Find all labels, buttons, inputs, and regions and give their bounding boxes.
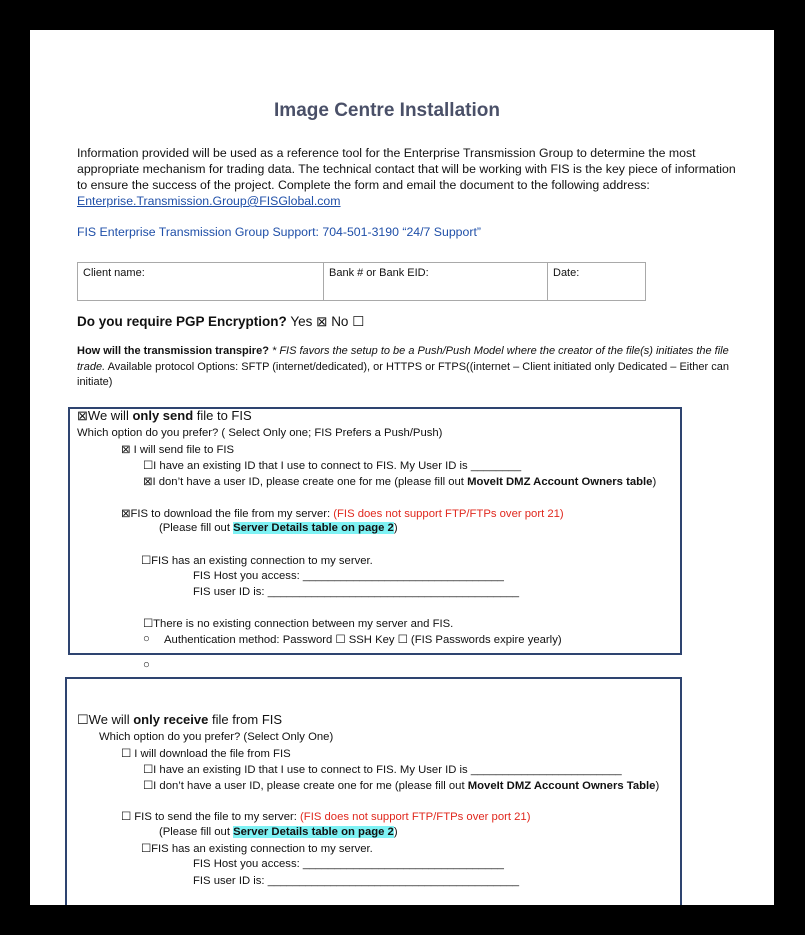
support-line: FIS Enterprise Transmission Group Support: 704-501-3190 “24/7 Support”: [77, 225, 481, 239]
send-prefer: Which option do you prefer? ( Select Only one; FIS Prefers a Push/Push): [77, 427, 443, 439]
receive-option-2: [121, 810, 530, 823]
intro-text: Information provided will be used as a reference tool for the Enterprise Transmission Group to determine the most appropriate mechanism for trading data. The technical contact that will be working with FIS is the key piece of information to ensure the success of the project. Complete the form and email the document to the following address:: [77, 146, 736, 192]
receive-fill-pre: (Please fill out: [159, 826, 234, 838]
pgp-question: [77, 314, 364, 330]
receive-option-1a: [143, 763, 622, 776]
receive-heading-pre: We will: [88, 712, 134, 727]
send-opt2-checkbox[interactable]: ⊠: [121, 508, 131, 520]
receive-opt1b-bold: MoveIt DMZ Account Owners Table: [467, 780, 656, 792]
pgp-yes-label: Yes: [290, 314, 313, 329]
receive-userid-field[interactable]: FIS user ID is: ________________________________________: [193, 875, 520, 887]
receive-fill-note: [159, 826, 398, 838]
receive-heading-bold: only receive: [133, 712, 209, 727]
bank-field[interactable]: [324, 263, 548, 301]
client-info-table: [77, 262, 646, 301]
send-opt1a-checkbox[interactable]: ☐: [143, 460, 154, 472]
send-opt1b-end: ): [652, 476, 657, 488]
send-heading-post: file to FIS: [193, 408, 252, 423]
client-name-field[interactable]: [78, 263, 324, 301]
receive-opt2-checkbox[interactable]: ☐: [121, 811, 132, 823]
receive-option-1: [121, 747, 291, 760]
document-page: [30, 30, 774, 905]
send-opt2b-label: There is no existing connection between my server and FIS.: [153, 618, 454, 630]
receive-opt1b-label: I don’t have a user ID, please create one for me (please fill out: [153, 780, 468, 792]
pgp-no-checkbox[interactable]: ☐: [352, 314, 365, 329]
receive-opt1b-end: ): [655, 780, 660, 792]
send-fill-pre: (Please fill out: [159, 522, 234, 534]
receive-option-2a: [141, 842, 373, 855]
transmission-options: Available protocol Options: SFTP (internet/dedicated), or HTTPS or FTPS((internet – Client initiated only Dedicated – Either can initiate): [77, 360, 729, 388]
receive-heading: [77, 712, 282, 728]
page-title: Image Centre Installation: [274, 100, 500, 121]
intro-paragraph: [77, 145, 737, 209]
bank-label: Bank # or Bank EID:: [329, 267, 429, 279]
send-opt1-label: I will send file to FIS: [130, 444, 235, 456]
date-field[interactable]: [548, 263, 646, 301]
send-option-1: [121, 443, 234, 456]
receive-opt1a-label: I have an existing ID that I use to connect to FIS. My User ID is ________________________: [153, 764, 622, 776]
transmission-question-text: How will the transmission transpire?: [77, 345, 269, 357]
send-auth-method: Authentication method: Password ☐ SSH Key ☐ (FIS Passwords expire yearly): [164, 634, 562, 646]
pgp-no-label: No: [331, 314, 349, 329]
send-userid-field[interactable]: FIS user ID is: ________________________________________: [193, 586, 520, 598]
send-opt1a-label: I have an existing ID that I use to connect to FIS. My User ID is ________: [153, 460, 522, 472]
send-option-2b: [143, 617, 453, 630]
send-server-details-link[interactable]: Server Details table on page 2: [233, 522, 394, 534]
send-fill-note: [159, 522, 398, 534]
send-heading-bold: only send: [132, 408, 194, 423]
receive-prefer: Which option do you prefer? (Select Only One): [99, 731, 334, 743]
send-host-field[interactable]: FIS Host you access: ________________________________: [193, 570, 504, 582]
send-option-2: [121, 507, 564, 520]
pgp-yes-checkbox[interactable]: ⊠: [316, 314, 328, 329]
send-opt1b-checkbox[interactable]: ⊠: [143, 476, 153, 488]
date-label: Date:: [553, 267, 580, 279]
receive-opt2-warning: (FIS does not support FTP/FTPs over port 21): [300, 811, 531, 823]
send-auth-bullet: ○: [143, 633, 150, 645]
receive-fill-post: ): [393, 826, 398, 838]
send-opt2-warning: (FIS does not support FTP/FTPs over port 21): [333, 508, 564, 520]
receive-option-1b: [143, 779, 659, 792]
send-opt1b-bold: MoveIt DMZ Account Owners table: [467, 476, 653, 488]
receive-opt2a-label: FIS has an existing connection to my server.: [151, 843, 373, 855]
receive-checkbox[interactable]: ☐: [77, 712, 89, 727]
send-opt1-checkbox[interactable]: ⊠: [121, 444, 131, 456]
receive-opt1-checkbox[interactable]: ☐: [121, 748, 132, 760]
receive-opt1b-checkbox[interactable]: ☐: [143, 780, 154, 792]
transmission-question: [77, 344, 745, 391]
send-option-2a: [141, 554, 373, 567]
receive-opt1-label: I will download the file from FIS: [131, 748, 291, 760]
receive-opt2-label: FIS to send the file to my server:: [131, 811, 301, 823]
send-checkbox[interactable]: ⊠: [77, 408, 88, 423]
pgp-question-text: Do you require PGP Encryption?: [77, 314, 287, 329]
send-fill-post: ): [393, 522, 398, 534]
send-opt2-label: FIS to download the file from my server:: [130, 508, 334, 520]
receive-host-field[interactable]: FIS Host you access: ________________________________: [193, 858, 504, 870]
client-name-label: Client name:: [83, 267, 145, 279]
send-opt2a-label: FIS has an existing connection to my server.: [151, 555, 373, 567]
receive-heading-post: file from FIS: [208, 712, 283, 727]
stray-bullet: ○: [143, 659, 150, 671]
send-option-1a: [143, 459, 521, 472]
send-option-1b: [143, 475, 656, 488]
transmission-note: * FIS favors the setup to be a Push/Push Model where the creator of the file(s) initiates the file trade.: [77, 345, 729, 373]
send-opt2a-checkbox[interactable]: ☐: [141, 555, 152, 567]
send-heading-pre: We will: [87, 408, 133, 423]
send-opt2b-checkbox[interactable]: ☐: [143, 618, 154, 630]
receive-opt1a-checkbox[interactable]: ☐: [143, 764, 154, 776]
receive-opt2a-checkbox[interactable]: ☐: [141, 843, 152, 855]
send-opt1b-label: I don’t have a user ID, please create one for me (please fill out: [152, 476, 468, 488]
send-heading: [77, 408, 252, 424]
email-link[interactable]: Enterprise.Transmission.Group@FISGlobal.com: [77, 194, 341, 208]
receive-server-details-link[interactable]: Server Details table on page 2: [233, 826, 394, 838]
